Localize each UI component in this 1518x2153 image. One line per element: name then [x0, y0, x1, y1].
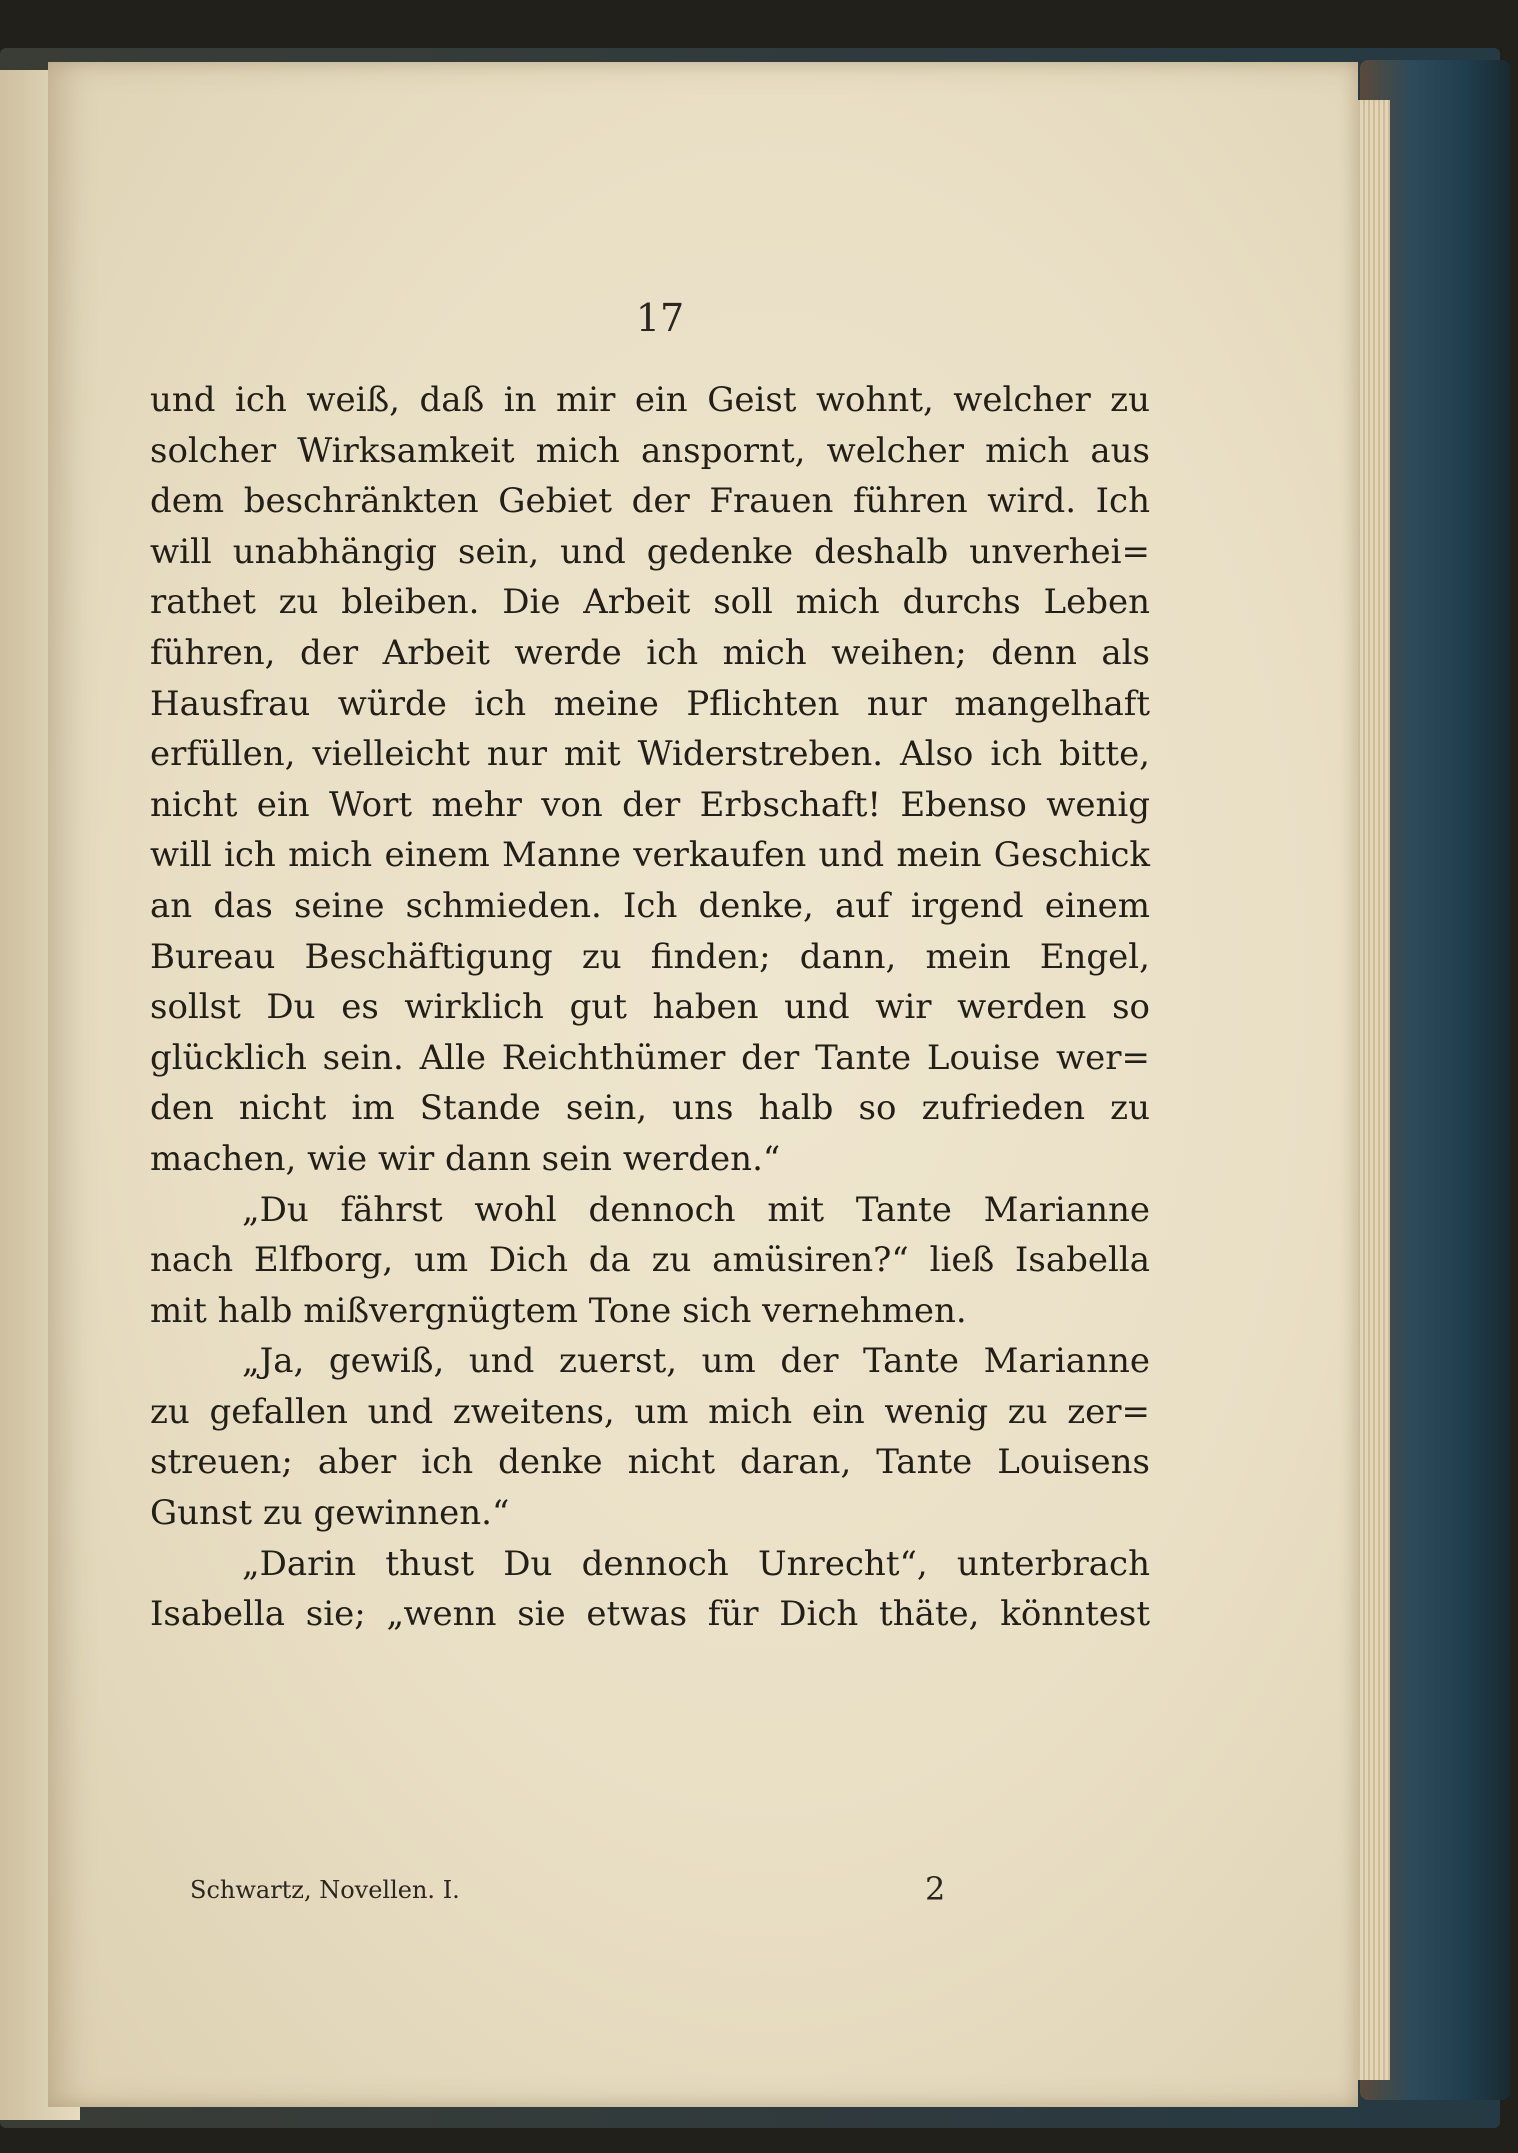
footer-title: Schwartz, Novellen. I. — [190, 1876, 460, 1904]
page-footer — [190, 1870, 970, 1916]
text-line: nicht ein Wort mehr von der Erbschaft! Ebenso wenig — [150, 784, 1150, 825]
page-number: 17 — [635, 296, 685, 340]
text-line: mit halb mißvergnügtem Tone sich vernehmen. — [150, 1290, 967, 1331]
text-line: Bureau Beschäftigung zu finden; dann, mein Engel, — [150, 936, 1150, 977]
text-line: nach Elfborg, um Dich da zu amüsiren?“ ließ Isabella — [150, 1240, 1150, 1281]
body-text — [150, 375, 1150, 1640]
signature-mark: 2 — [925, 1870, 946, 1908]
text-line: machen, wie wir dann sein werden.“ — [150, 1138, 781, 1179]
text-line: rathet zu bleiben. Die Arbeit soll mich durchs Leben — [150, 582, 1150, 623]
text-line: „Du fährst wohl dennoch mit Tante Marianne — [242, 1189, 1150, 1230]
text-line: an das seine schmieden. Ich denke, auf irgend einem — [150, 885, 1150, 926]
text-line: erfüllen, vielleicht nur mit Widerstreben. Also ich bitte, — [150, 734, 1150, 775]
text-line: Isabella sie; „wenn sie etwas für Dich thäte, könntest — [150, 1594, 1150, 1635]
text-line: „Ja, gewiß, und zuerst, um der Tante Marianne — [242, 1341, 1150, 1382]
text-line: den nicht im Stande sein, uns halb so zufrieden zu — [150, 1088, 1150, 1129]
text-line: will unabhängig sein, und gedenke deshalb unverhei= — [150, 531, 1150, 572]
text-line: Gunst zu gewinnen.“ — [150, 1493, 510, 1534]
text-line: glücklich sein. Alle Reichthümer der Tante Louise wer= — [150, 1037, 1150, 1078]
text-line: streuen; aber ich denke nicht daran, Tante Louisens — [150, 1442, 1150, 1483]
text-line: führen, der Arbeit werde ich mich weihen; denn als — [150, 632, 1150, 673]
text-line: solcher Wirksamkeit mich anspornt, welcher mich aus — [150, 430, 1150, 471]
text-line: dem beschränkten Gebiet der Frauen führen wird. Ich — [150, 481, 1150, 522]
text-line: „Darin thust Du dennoch Unrecht“, unterbrach — [242, 1543, 1150, 1584]
text-line: und ich weiß, daß in mir ein Geist wohnt, welcher zu — [150, 380, 1150, 420]
text-line: sollst Du es wirklich gut haben und wir werden so — [150, 987, 1150, 1028]
text-line: will ich mich einem Manne verkaufen und mein Geschick — [150, 835, 1150, 876]
text-line: Hausfrau würde ich meine Pflichten nur mangelhaft — [150, 683, 1150, 724]
text-line: zu gefallen und zweitens, um mich ein wenig zu zer= — [150, 1391, 1150, 1432]
